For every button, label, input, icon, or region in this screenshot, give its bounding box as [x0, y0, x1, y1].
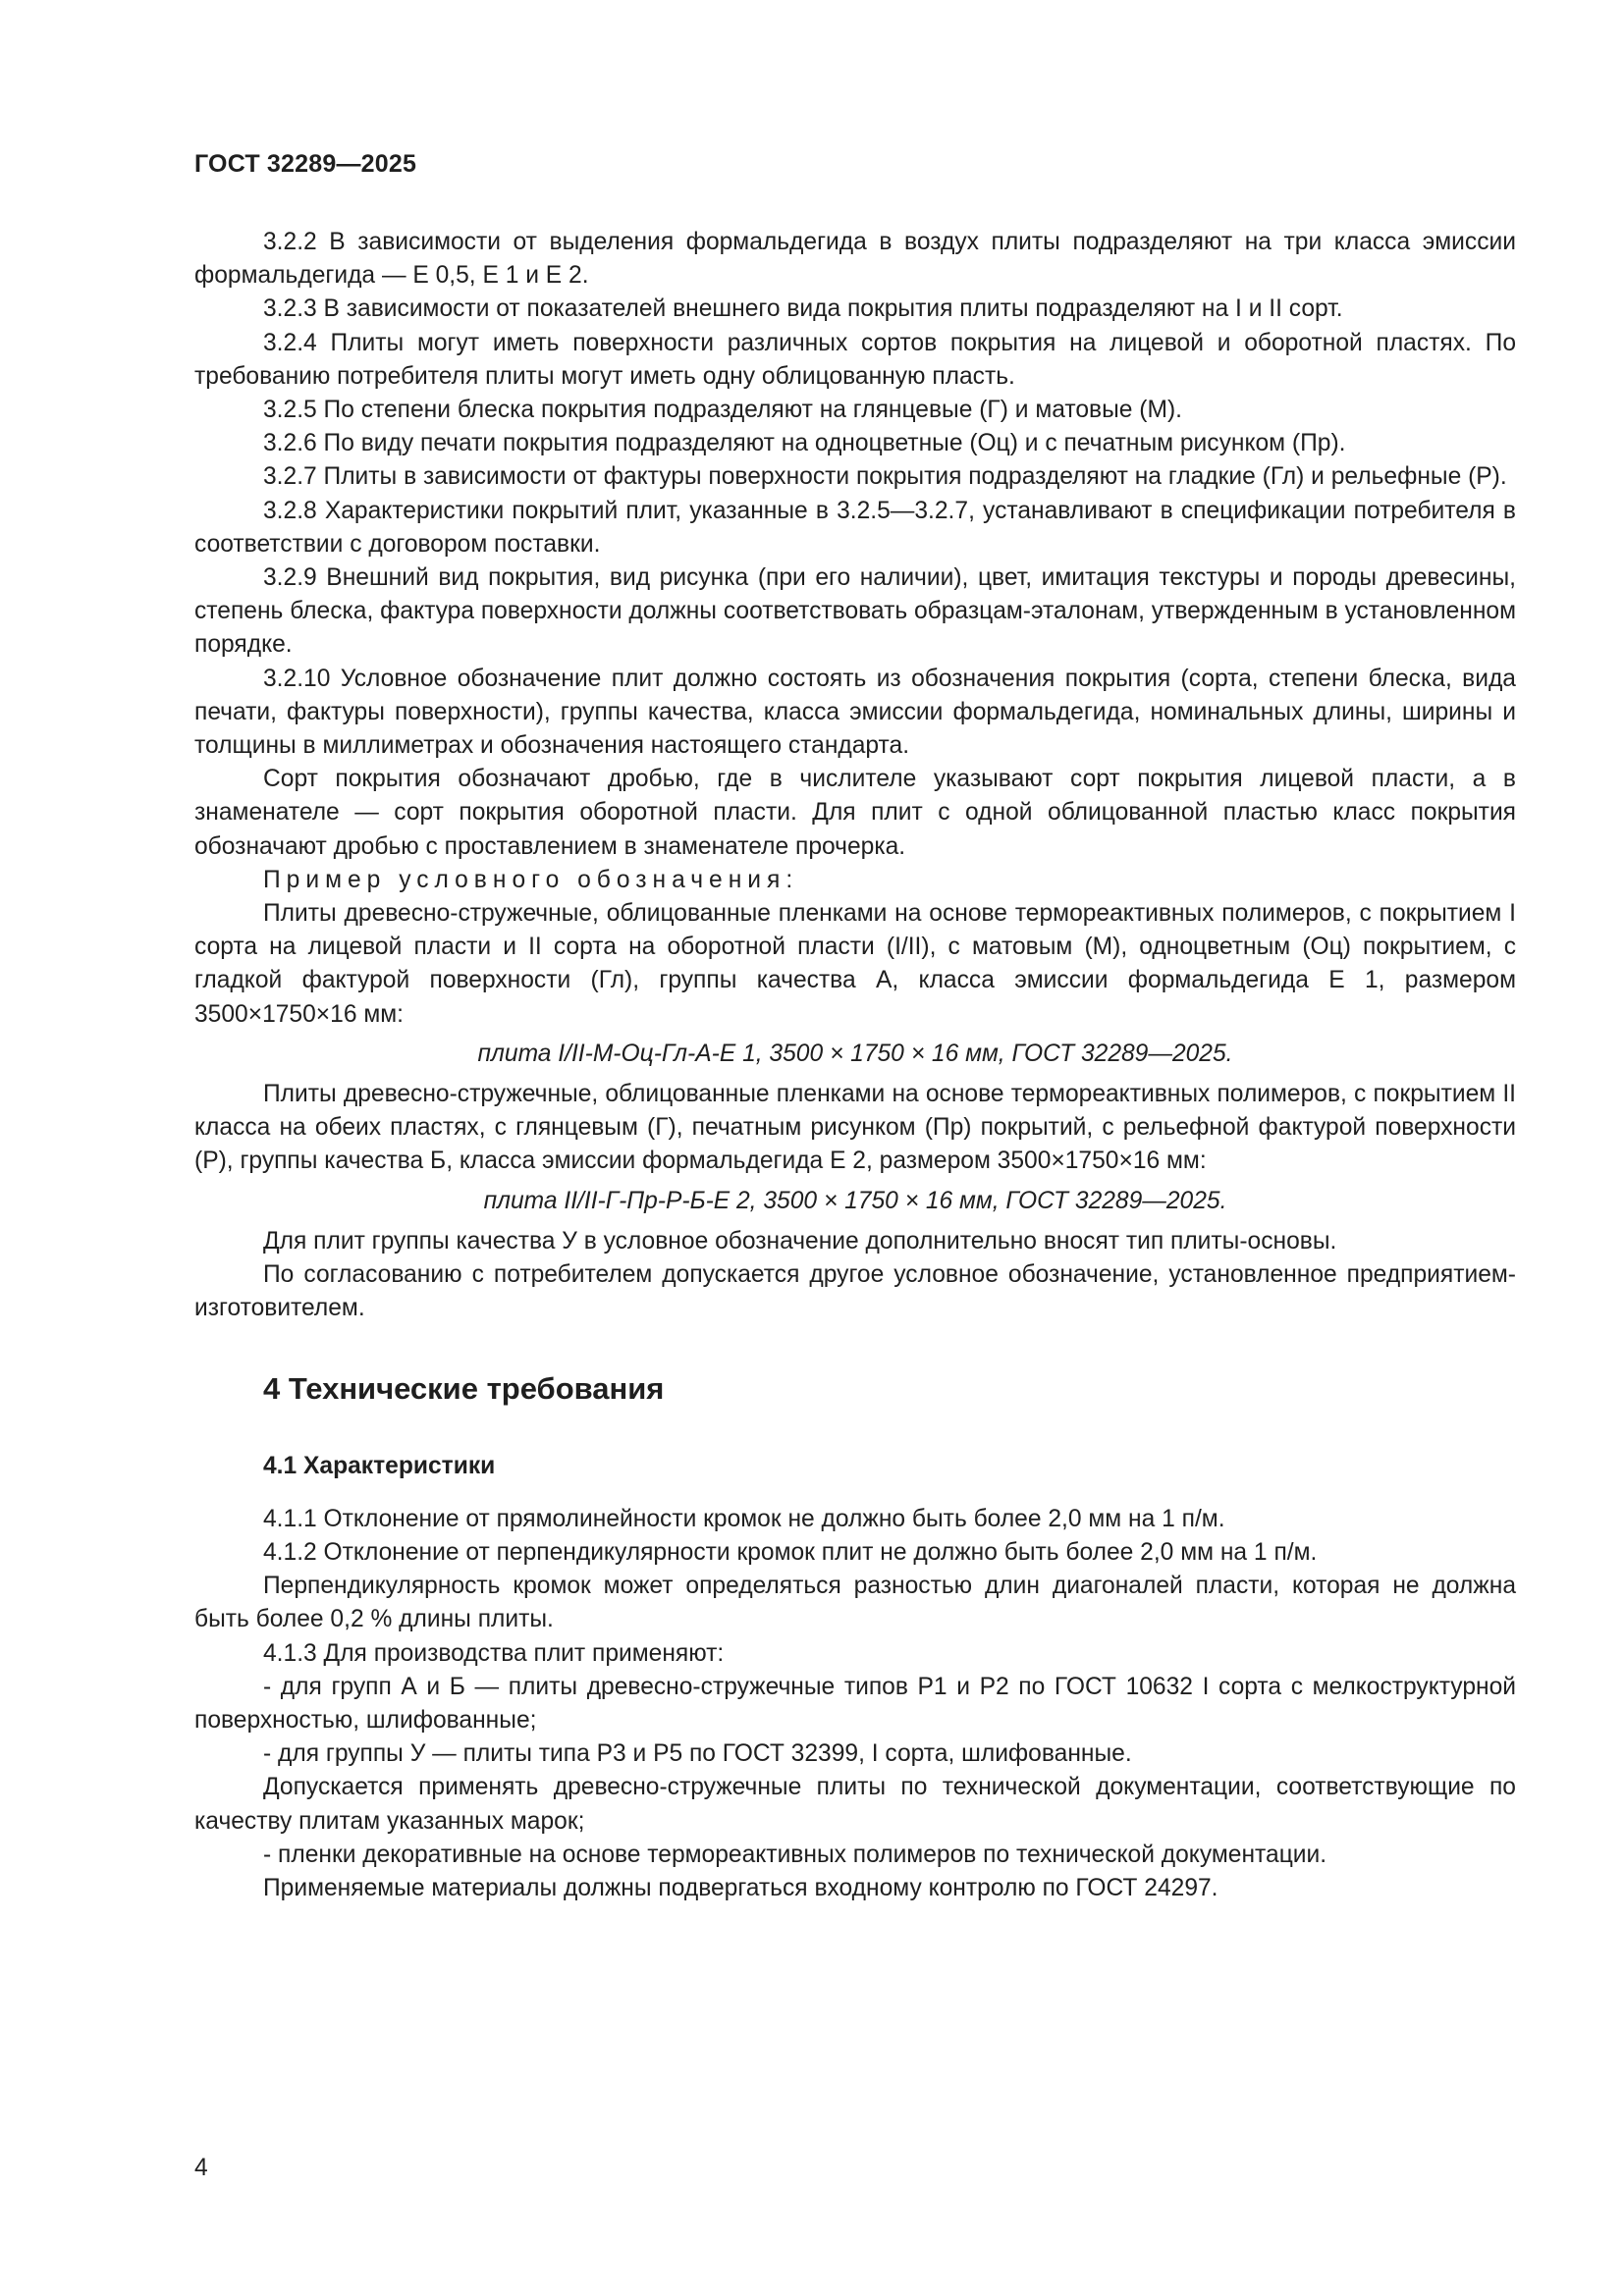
- paragraph-3-2-5: 3.2.5 По степени блеска покрытия подразделяют на глянцевые (Г) и матовые (М).: [263, 397, 1182, 424]
- list-item-groups-a-b: - для групп А и Б — плиты древесно-стружечные типов Р1 и Р2 по ГОСТ 10632 I сорта с мелкоструктурной поверхностью, шлифованные;: [194, 1673, 1516, 1734]
- paragraph-3-2-3: 3.2.3 В зависимости от показателей внешнего вида покрытия плиты подразделяют на I и II сорт.: [263, 295, 1343, 323]
- paragraph-4-1-2: 4.1.2 Отклонение от перпендикулярности кромок плит не должно быть более 2,0 мм на 1 п/м.: [263, 1538, 1318, 1566]
- paragraph-allowed: Допускается применять древесно-стружечные плиты по технической документации, соответствующие по качеству плитам указанных марок;: [194, 1774, 1516, 1835]
- paragraph-input-control: Применяемые материалы должны подвергаться входному контролю по ГОСТ 24297.: [263, 1874, 1218, 1901]
- document-body: [194, 226, 1516, 1905]
- example-label: Пример условного обозначения:: [263, 866, 799, 893]
- paragraph-3-2-4: 3.2.4 Плиты могут иметь поверхности различных сортов покрытия на лицевой и оборотной пластях. По требованию потребителя плиты могут иметь одну облицованную пласть.: [194, 329, 1516, 390]
- paragraph-3-2-9: 3.2.9 Внешний вид покрытия, вид рисунка (при его наличии), цвет, имитация текстуры и породы древесины, степень блеска, фактура поверхности должны соответствовать образцам-эталонам, утвержденным в установленном порядке.: [194, 564, 1516, 659]
- list-item-group-u: - для группы У — плиты типа Р3 и Р5 по ГОСТ 32399, I сорта, шлифованные.: [263, 1740, 1132, 1768]
- example-2-designation: плита II/II-Г-Пр-Р-Б-Е 2, 3500 × 1750 × 16 мм, ГОСТ 32289—2025.: [483, 1187, 1227, 1214]
- paragraph-4-1-3: 4.1.3 Для производства плит применяют:: [263, 1639, 725, 1667]
- example-1-designation: плита I/II-М-Оц-Гл-А-Е 1, 3500 × 1750 × 16 мм, ГОСТ 32289—2025.: [477, 1040, 1233, 1067]
- list-item-films: - пленки декоративные на основе термореактивных полимеров по технической документации.: [263, 1841, 1327, 1868]
- paragraph-perpendicularity: Перпендикулярность кромок может определяться разностью длин диагоналей пласти, которая не должна быть более 0,2 % длины плиты.: [194, 1573, 1516, 1633]
- paragraph-3-2-8: 3.2.8 Характеристики покрытий плит, указанные в 3.2.5—3.2.7, устанавливают в спецификации потребителя в соответствии с договором поставки.: [194, 497, 1516, 558]
- paragraph-3-2-10: 3.2.10 Условное обозначение плит должно состоять из обозначения покрытия (сорта, степени блеска, вида печати, фактуры поверхности), группы качества, класса эмиссии формальдегида, номинальных длины, ширины и толщины в миллиметрах и обозначения настоящего стандарта.: [194, 665, 1516, 760]
- paragraph-3-2-7: 3.2.7 Плиты в зависимости от фактуры поверхности покрытия подразделяют на гладкие (Гл) и рельефные (Р).: [263, 463, 1507, 491]
- section-4-heading: 4 Технические требования: [263, 1370, 665, 1406]
- subsection-4-1-heading: 4.1 Характеристики: [263, 1452, 496, 1479]
- example-2-text: Плиты древесно-стружечные, облицованные пленками на основе термореактивных полимеров, с покрытием II класса на обеих пластях, с глянцевым (Г), печатным рисунком (Пр) покрытий, с рельефной фактурой поверхности (Р), группы качества Б, класса эмиссии формальдегида Е 2, размером 3500×1750×16 мм:: [194, 1081, 1516, 1175]
- page-number: 4: [194, 2155, 208, 2181]
- example-1-text: Плиты древесно-стружечные, облицованные пленками на основе термореактивных полимеров, с покрытием I сорта на лицевой пласти и II сорта на оборотной пласти (I/II), с матовым (М), одноцветным (Оц) покрытием, с гладкой фактурой поверхности (Гл), группы качества А, класса эмиссии формальдегида Е 1, размером 3500×1750×16 мм:: [194, 900, 1516, 1028]
- paragraph-3-2-6: 3.2.6 По виду печати покрытия подразделяют на одноцветные (Оц) и с печатным рисунком (Пр).: [263, 430, 1346, 457]
- document-code-header: ГОСТ 32289—2025: [194, 150, 417, 178]
- paragraph-sort-notation: Сорт покрытия обозначают дробью, где в числителе указывают сорт покрытия лицевой пласти, а в знаменателе — сорт покрытия оборотной пласти. Для плит с одной облицованной пластью класс покрытия обозначают дробью с проставлением в знаменателе прочерка.: [194, 766, 1516, 860]
- paragraph-agreement: По согласованию с потребителем допускается другое условное обозначение, установленное предприятием-изготовителем.: [194, 1261, 1516, 1322]
- paragraph-4-1-1: 4.1.1 Отклонение от прямолинейности кромок не должно быть более 2,0 мм на 1 п/м.: [263, 1505, 1225, 1532]
- paragraph-group-u: Для плит группы качества У в условное обозначение дополнительно вносят тип плиты-основы.: [263, 1227, 1337, 1255]
- paragraph-3-2-2: 3.2.2 В зависимости от выделения формальдегида в воздух плиты подразделяют на три класса эмиссии формальдегида — Е 0,5, Е 1 и Е 2.: [194, 229, 1516, 290]
